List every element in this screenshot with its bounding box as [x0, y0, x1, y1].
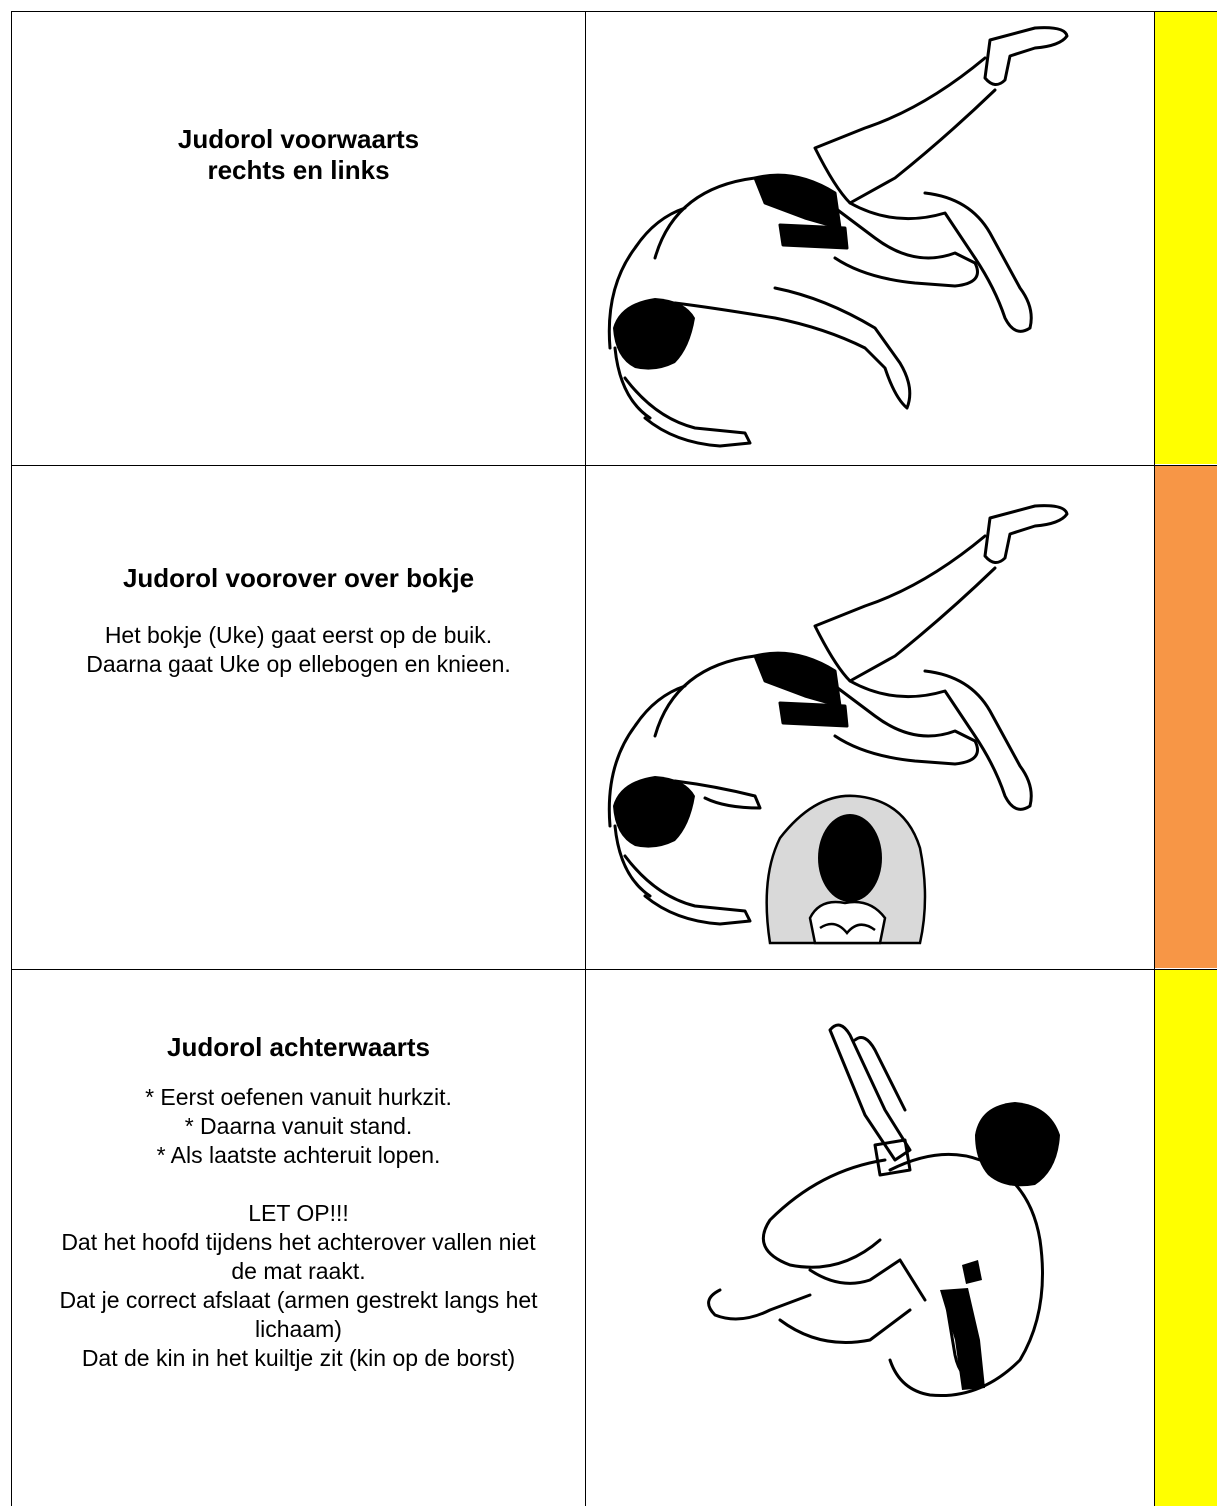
backward-roll-judoka-icon: [680, 1010, 1110, 1430]
level-band-row-1: [1155, 12, 1217, 464]
row-1-title-line-2: rechts en links: [207, 155, 390, 185]
row-2-title: Judorol voorover over bokje: [122, 563, 475, 593]
row-2-line-1: Het bokje (Uke) gaat eerst op de buik.: [104, 622, 493, 648]
table-border-top: [11, 11, 1217, 12]
row-2-line-2: Daarna gaat Uke op ellebogen en knieen.: [86, 651, 511, 677]
row-3-note-5: Dat de kin in het kuiltje zit (kin op de borst): [81, 1345, 516, 1371]
row-3-note-1: Dat het hoofd tijdens het achterover vallen niet: [61, 1229, 536, 1255]
row-divider-2: [11, 969, 1217, 970]
column-divider-2: [1154, 11, 1155, 1506]
row-3-title: Judorol achterwaarts: [167, 1032, 430, 1062]
level-band-row-2: [1155, 466, 1217, 968]
row-3-warning: LET OP!!!: [248, 1200, 349, 1226]
row-1-text-cell: [12, 124, 585, 186]
level-band-row-3: [1155, 970, 1217, 1506]
roll-over-partner-icon: [595, 478, 1095, 962]
row-3-note-3: Dat je correct afslaat (armen gestrekt langs het: [59, 1287, 538, 1313]
row-3-note-4: lichaam): [255, 1316, 342, 1342]
row-2-text-cell: [12, 563, 585, 679]
row-3-step-2: * Daarna vanuit stand.: [184, 1113, 413, 1139]
row-divider-1: [11, 465, 1217, 466]
row-1-title-line-1: Judorol voorwaarts: [177, 124, 420, 154]
row-3-text-cell: [12, 1032, 585, 1373]
row-3-step-3: * Als laatste achteruit lopen.: [156, 1142, 441, 1168]
row-3-step-1: * Eerst oefenen vanuit hurkzit.: [145, 1084, 452, 1110]
forward-roll-judoka-icon: [595, 18, 1095, 458]
column-divider-1: [585, 11, 586, 1506]
row-3-note-2: de mat raakt.: [231, 1258, 366, 1284]
